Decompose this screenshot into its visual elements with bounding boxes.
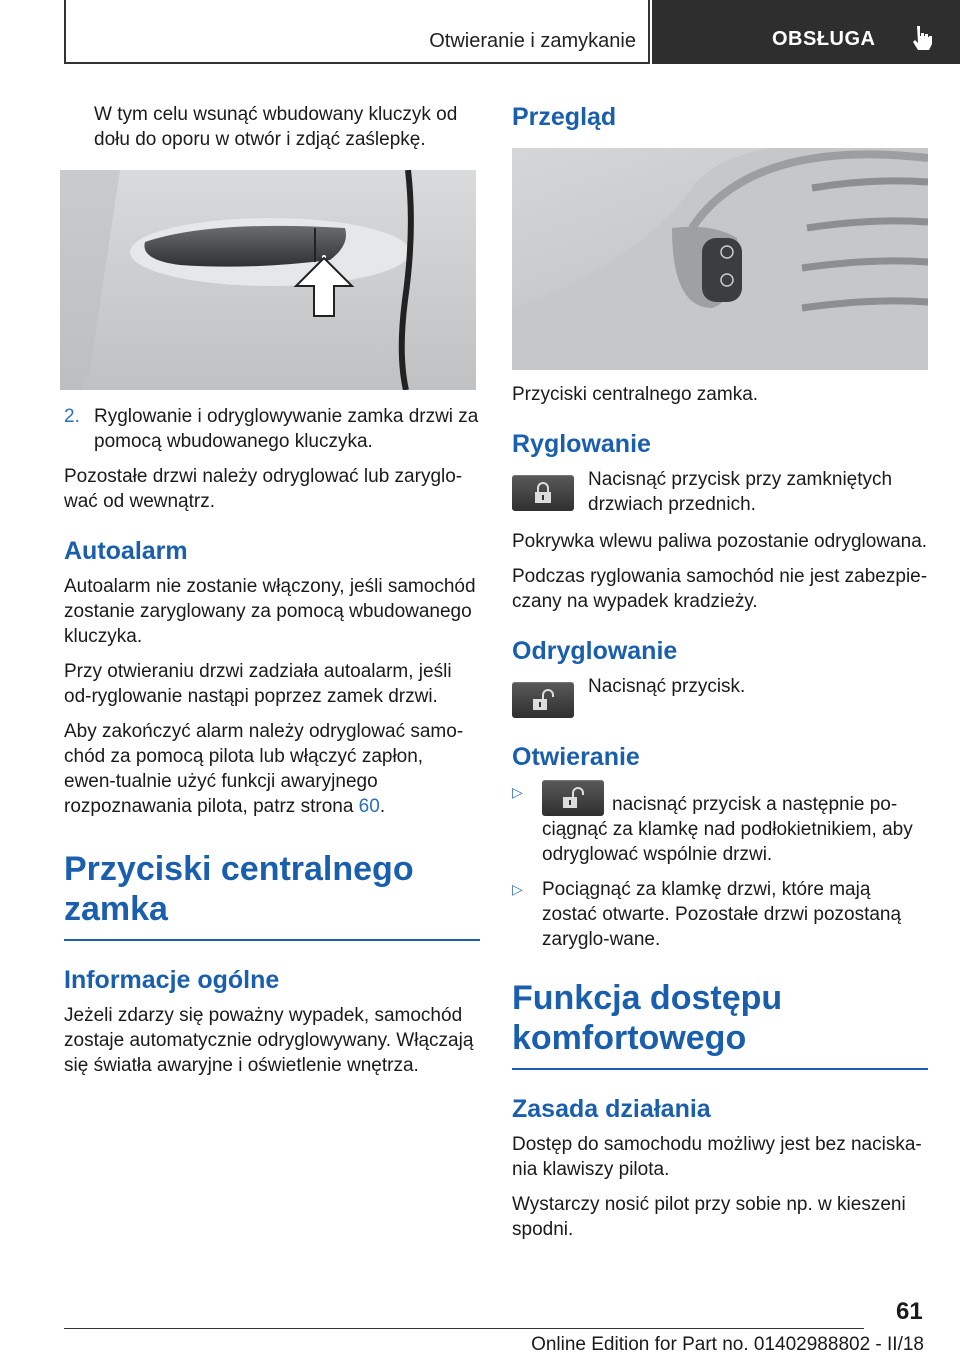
locking-row: [512, 467, 928, 519]
unlock-icon: [531, 689, 555, 711]
general-info-text: Jeżeli zdarzy się poważny wypadek, samochód zostaje automatycznie odryglowywany. Włączają się światła awaryjne i oświetlenie wnętrza.: [64, 1005, 474, 1076]
locking-text: Nacisnąć przycisk przy zamkniętych drzwiach przednich.: [588, 469, 893, 515]
heading-principle: Zasada działania: [512, 1095, 711, 1123]
heading-opening: Otwieranie: [512, 743, 640, 771]
unlock-button-image-inline: [542, 780, 604, 816]
autoalarm-p3-text: Aby zakończyć alarm należy odryglować samo‐chód za pomocą pilota lub włączyć zapłon, ewen‐tualnie użyć funkcji awaryjnego rozpoznawania pilota, patrz strona: [64, 721, 464, 817]
heading-locking: Ryglowanie: [512, 430, 651, 458]
other-doors-text: Pozostałe drzwi należy odryglować lub zaryglo‐wać od wewnątrz.: [64, 466, 463, 512]
door-handle-photo: [60, 170, 476, 390]
heading-comfort-access: Funkcja dostępu komfortowego: [512, 979, 783, 1057]
right-column: [512, 102, 928, 140]
autoalarm-p3-end: .: [379, 796, 386, 817]
heading-autoalarm: Autoalarm: [64, 537, 188, 565]
lock-button-image: [512, 475, 574, 511]
bullet-marker: ▷: [512, 784, 523, 800]
hand-pointer-icon: [906, 22, 936, 52]
unlock-icon: [561, 787, 585, 809]
opening-b2-text: Pociągnąć za klamkę drzwi, które mają zostać otwarte. Pozostałe drzwi pozostaną zaryglo‐wane.: [542, 879, 902, 950]
heading-rule: [512, 1068, 928, 1070]
heading-overview: Przegląd: [512, 103, 617, 131]
opening-b1-text: nacisnąć przycisk a następnie po‐ciągnąć za klamkę nad podłokietnikiem, aby odryglować wspólnie drzwi.: [542, 794, 913, 865]
unlocking-text: Nacisnąć przycisk.: [588, 676, 746, 697]
autoalarm-p1: Autoalarm nie zostanie włączony, jeśli samochód zostanie zaryglowany za pomocą wbudowanego kluczyka.: [64, 576, 476, 647]
left-column-body: [64, 404, 480, 1088]
heading-unlocking: Odryglowanie: [512, 637, 678, 665]
principle-p2: Wystarczy nosić pilot przy sobie np. w kieszeni spodni.: [512, 1194, 906, 1240]
central-lock-buttons-photo: [512, 148, 928, 370]
step-text: Ryglowanie i odryglowywanie zamka drzwi za pomocą wbudowanego kluczyka.: [94, 406, 479, 452]
opening-bullet-1: [512, 780, 928, 867]
intro-text: W tym celu wsunąć wbudowany kluczyk od dołu do oporu w otwór i zdjąć zaślepkę.: [94, 104, 458, 150]
autoalarm-p2: Przy otwieraniu drzwi zadziała autoalarm, jeśli od‐ryglowanie nastąpi poprzez zamek drzwi.: [64, 661, 452, 707]
edition-text: Online Edition for Part no. 01402988802 - II/18: [531, 1334, 924, 1355]
locking-p3: Podczas ryglowania samochód nie jest zabezpie‐czany na wypadek kradzieży.: [512, 566, 928, 612]
section-title: Otwieranie i zamykanie: [429, 30, 636, 52]
lock-icon: [531, 482, 555, 504]
right-column-body: [512, 382, 928, 1252]
page-link-60[interactable]: 60: [358, 796, 380, 817]
section-tab: [652, 0, 960, 64]
heading-general-info: Informacje ogólne: [64, 966, 280, 994]
locking-p2: Pokrywka wlewu paliwa pozostanie odryglowana.: [512, 531, 928, 552]
opening-bullet-2: [512, 877, 928, 952]
heading-central-lock-buttons: Przyciski centralnego zamka: [64, 850, 414, 928]
unlock-button-image: [512, 682, 574, 718]
page-number: 61: [896, 1298, 923, 1325]
unlocking-row: [512, 674, 928, 726]
step-2: [64, 404, 480, 454]
autoalarm-p3: [64, 719, 480, 819]
heading-rule: [64, 939, 480, 941]
bullet-marker: ▷: [512, 881, 523, 897]
left-column: [64, 102, 480, 162]
principle-p1: Dostęp do samochodu możliwy jest bez naciska‐nia klawiszy pilota.: [512, 1134, 922, 1180]
footer-rule: [64, 1328, 864, 1329]
step-number: 2.: [64, 406, 80, 427]
tab-label: OBSŁUGA: [772, 28, 876, 50]
photo-caption: Przyciski centralnego zamka.: [512, 384, 759, 405]
